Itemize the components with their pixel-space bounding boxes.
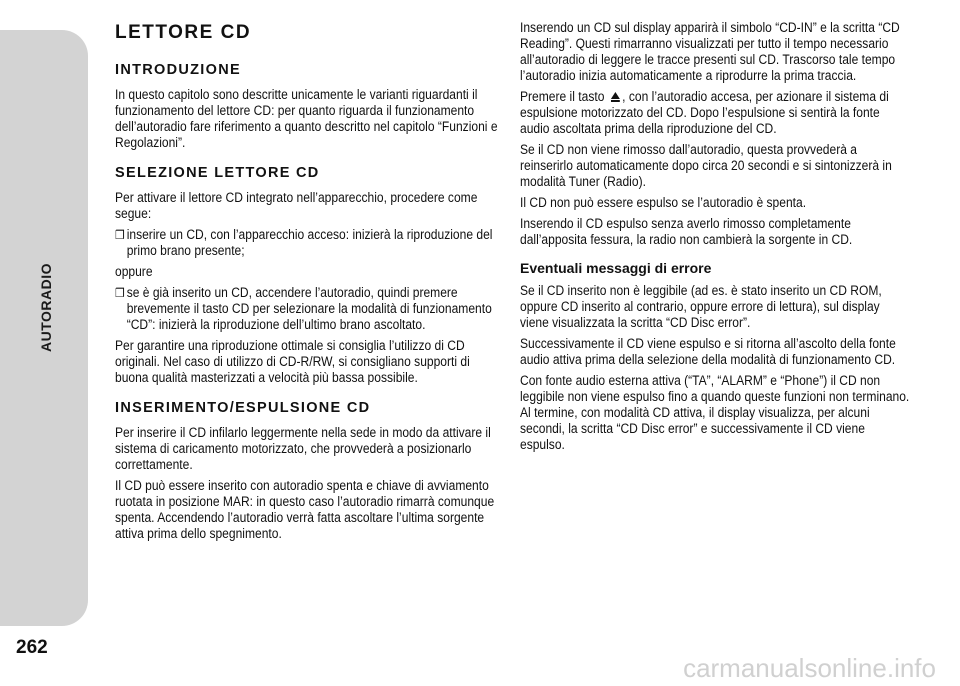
error-paragraph-1: Se il CD inserito non è leggibile (ad es. è stato inserito un CD ROM, oppure CD inserito al contrario, oppure errore di lettura), sul display viene visualizzata la scritta “CD Disc error”.: [520, 283, 882, 330]
error-paragraph-2: Successivamente il CD viene espulso e si ritorna all’ascolto della fonte audio attiva prima della selezione della modalità di funzionamento CD.: [520, 336, 896, 367]
bullet-text: se è già inserito un CD, accendere l’autoradio, quindi premere brevemente il tasto CD per selezionare la modalità di funzionamento “CD”: inizierà la riproduzione dell’ultimo brano ascoltato.: [126, 285, 492, 332]
slot-paragraph: Inserendo il CD espulso senza averlo rimosso completamente dall’apposita fessura, la radio non cambierà la sorgente in CD.: [520, 216, 853, 247]
eject-paragraph: [520, 89, 912, 137]
sidebar: [0, 0, 100, 686]
bullet-icon: ❒: [115, 228, 125, 242]
selection-note: Per garantire una riproduzione ottimale si consiglia l’utilizzo di CD originali. Nel caso di utilizzo di CD-R/RW, si consigliano supporti di buona qualità masterizzati a velocità più bassa possibile.: [115, 338, 470, 385]
right-column: [520, 20, 912, 458]
reinsert-paragraph: Se il CD non viene rimosso dall’autoradio, questa provvederà a reinserirlo automaticamente dopo circa 20 secondi e si sintonizzerà in modalità Tuner (Radio).: [520, 142, 892, 189]
eject-text-after: , con l’autoradio accesa, per azionare il sistema di espulsione motorizzato del CD. Dopo l’espulsione si sentirà la fonte audio ascoltata prima della riproduzione del CD.: [520, 89, 889, 136]
list-item: [115, 285, 500, 333]
eject-icon: [610, 92, 619, 102]
insert-heading: INSERIMENTO/ESPULSIONE CD: [115, 400, 371, 416]
insert-paragraph-1: Per inserire il CD infilarlo leggermente nella sede in modo da attivare il sistema di caricamento motorizzato, che provvederà a posizionarlo correttamente.: [115, 425, 491, 472]
insert-paragraph-2: Il CD può essere inserito con autoradio spenta e chiave di avviamento ruotata in posizione MAR: in questo caso l’autoradio rimarrà comunque spenta. Accendendo l’autoradio verrà fatta ascoltare l’ultima sorgente attiva prima dello spegnimento.: [115, 478, 495, 541]
error-paragraph-3: Con fonte audio esterna attiva (“TA”, “ALARM” e “Phone”) il CD non leggibile non viene espulso fino a quando queste funzioni non terminano. Al termine, con modalità CD attiva, il display visualizza, per alcuni secondi, la scritta “CD Disc error” e successivamente il CD viene espulso.: [520, 373, 910, 452]
errors-heading: Eventuali messaggi di errore: [520, 260, 712, 276]
cd-in-paragraph: Inserendo un CD sul display apparirà il simbolo “CD-IN” e la scritta “CD Reading”. Questi rimarranno visualizzati per tutto il tempo necessario all’autoradio di leggere le tracce presenti sul CD. Trascorso tale tempo l’autoradio inizia automaticamente a riprodurre la prima traccia.: [520, 20, 900, 83]
watermark: carmanualsonline.info: [683, 653, 936, 683]
power-off-paragraph: Il CD non può essere espulso se l’autoradio è spenta.: [520, 195, 807, 210]
section-label: AUTORADIO: [38, 262, 54, 352]
oppure-text: oppure: [115, 264, 153, 279]
selection-heading: SELEZIONE LETTORE CD: [115, 165, 320, 181]
intro-paragraph: In questo capitolo sono descritte unicamente le varianti riguardanti il funzionamento del lettore CD: per quanto riguarda il funzionamento dell’autoradio fare riferimento a quanto descritto nel capitolo “Funzioni e Regolazioni”.: [115, 87, 498, 150]
left-column: [115, 22, 500, 547]
page-number: 262: [16, 637, 48, 658]
eject-text-before: Premere il tasto: [520, 89, 605, 104]
selection-paragraph: Per attivare il lettore CD integrato nell’apparecchio, procedere come segue:: [115, 190, 478, 221]
bullet-icon: ❒: [115, 286, 125, 300]
page-title: LETTORE CD: [115, 22, 252, 43]
list-item: [115, 227, 500, 259]
intro-heading: INTRODUZIONE: [115, 62, 241, 78]
bullet-text: inserire un CD, con l’apparecchio acceso: inizierà la riproduzione del primo brano presente;: [126, 227, 493, 258]
